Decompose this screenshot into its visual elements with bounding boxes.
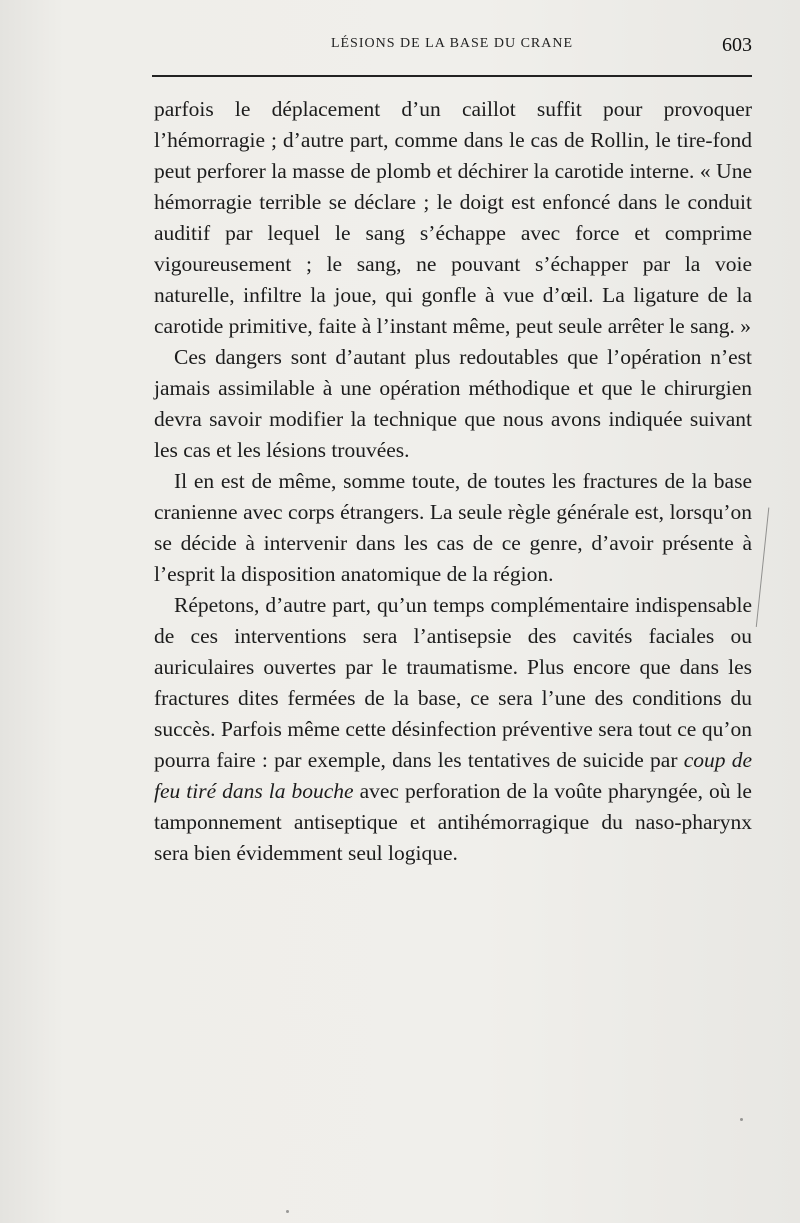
paragraph-2: Ces dangers sont d’autant plus redoutables que l’opération n’est jamais assimilable à une opération méthodique et que le chirurgien devra savoir modifier la technique que nous avons indiquée suivant les cas et les lésions trouvées. (154, 345, 752, 462)
paragraph-4 (154, 590, 752, 869)
paragraph-4-italic: coup de feu tiré dans la bouche (154, 748, 752, 803)
paper-speck (740, 1118, 743, 1121)
body-text (154, 94, 752, 869)
margin-pencil-mark (756, 508, 783, 629)
paragraph-4-end: avec perforation de la voûte pharyngée, où le tamponnement antiseptique et antihémorragique du naso-pharynx sera bien évidemment seul logique. (154, 779, 752, 865)
header-rule (152, 75, 752, 77)
running-title: LÉSIONS DE LA BASE DU CRANE (330, 36, 574, 51)
paragraph-4-start: Répetons, d’autre part, qu’un temps complémentaire indispensable de ces interventions sera l’antisepsie des cavités faciales ou auriculaires ouvertes par le traumatisme. Plus encore que dans les fractures dites fermées de la base, ce sera l’une des conditions du succès. Parfois même cette désinfection préventive sera tout ce qu’on pourra faire : par exemple, dans les tentatives de suicide par (154, 593, 752, 772)
paragraph-1: parfois le déplacement d’un caillot suffit pour provoquer l’hémorragie ; d’autre part, comme dans le cas de Rollin, le tire-fond peut perforer la masse de plomb et déchirer la carotide interne. « Une hémorragie terrible se déclare ; le doigt est enfoncé dans le conduit auditif par lequel le sang s’échappe avec force et comprime vigoureusement ; le sang, ne pouvant s’échapper par la voie naturelle, infiltre la joue, qui gonfle à vue d’œil. La ligature de la carotide primitive, faite à l’instant même, peut seule arrêter le sang. » (154, 97, 752, 338)
paragraph-3: Il en est de même, somme toute, de toutes les fractures de la base cranienne avec corps étrangers. La seule règle générale est, lorsqu’on se décide à intervenir dans les cas de ce genre, d’avoir présente à l’esprit la disposition anatomique de la région. (154, 469, 752, 586)
running-head (152, 36, 752, 60)
paper-speck (286, 1210, 289, 1213)
page-number: 603 (722, 34, 752, 56)
